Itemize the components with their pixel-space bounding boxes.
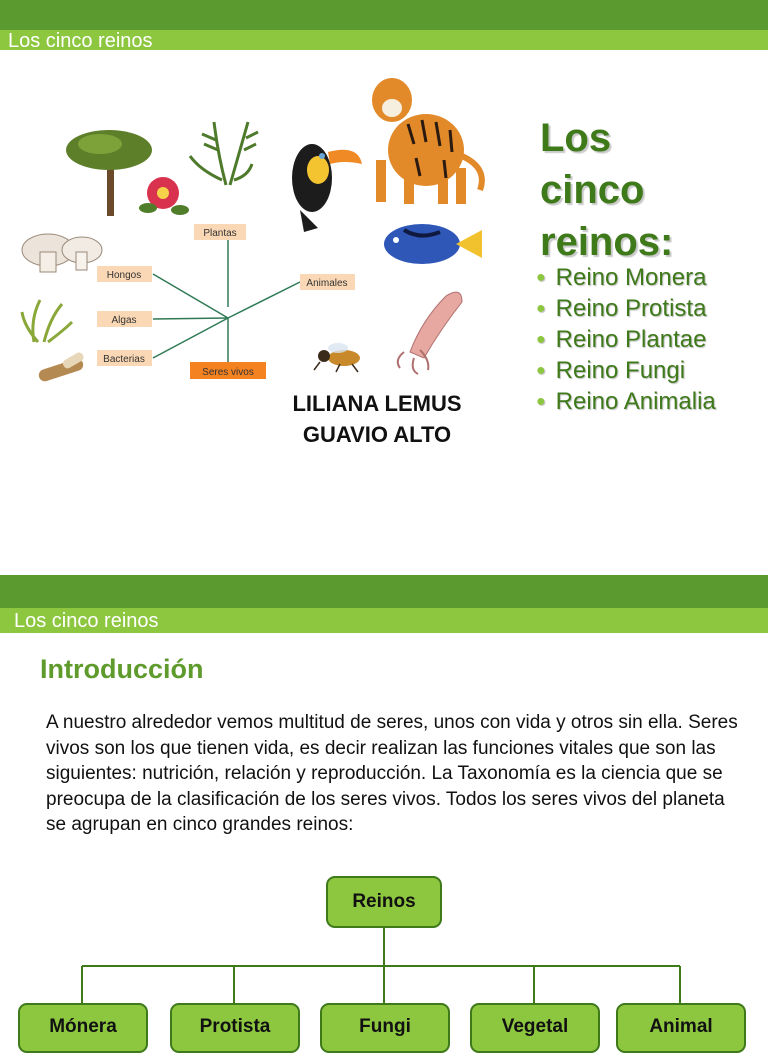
intro-paragraph: A nuestro alrededor vemos multitud de seres, unos con vida y otros sin ella. Seres vivos son los que tienen vida, es decir realizan las funciones vitales que son las siguientes: nutrición, relación y reproducción. La Taxonomía es la ciencia que se preocupa de la clasificación de los seres vivos. Todos los seres vivos del planeta se agrupan en cinco grandes reinos: (46, 712, 738, 836)
tiger-illustration (372, 78, 482, 204)
bullet-item (536, 355, 716, 386)
label-plantas: Plantas (203, 228, 237, 239)
label-algas: Algas (111, 315, 137, 326)
tree-root-node: Reinos (326, 876, 442, 928)
fish-illustration (384, 224, 482, 264)
tree-child-node: Animal (616, 1003, 746, 1053)
bullet-icon: ● (536, 331, 546, 348)
bee-illustration (314, 343, 360, 372)
tree-child-node: Vegetal (470, 1003, 600, 1053)
bullet-item (536, 386, 716, 417)
tree-child-node: Fungi (320, 1003, 450, 1053)
header-bar-dark (0, 575, 768, 608)
slide-header-title: Los cinco reinos (14, 610, 159, 632)
bacteria-illustration (37, 351, 85, 383)
diagram-lines (153, 240, 300, 362)
title-line: cinco (540, 168, 645, 212)
label-animales: Animales (306, 278, 348, 289)
bullet-icon: ● (536, 269, 546, 286)
kingdoms-bullet-list (536, 262, 716, 417)
mushroom-illustration (22, 234, 102, 272)
bullet-icon: ● (536, 300, 546, 317)
bullet-item (536, 262, 716, 293)
title-line: Los (540, 116, 612, 160)
author-school: GUAVIO ALTO (302, 422, 452, 447)
author-name: LILIANA LEMUS (292, 391, 462, 416)
header-bar-light (0, 608, 768, 633)
label-hongos: Hongos (106, 270, 142, 281)
bullet-icon: ● (536, 393, 546, 410)
squid-illustration (398, 292, 462, 374)
title-line: reinos: (540, 220, 674, 264)
header-bar-dark (0, 0, 768, 30)
bullet-text: Reino Animalia (555, 388, 716, 415)
bullet-text: Reino Fungi (555, 357, 686, 384)
slide-header-title: Los cinco reinos (8, 30, 153, 52)
bullet-text: Reino Protista (555, 295, 707, 322)
author-block (262, 388, 492, 450)
label-bacterias: Bacterias (103, 354, 145, 365)
algae-illustration (22, 300, 72, 342)
toucan-illustration (292, 144, 362, 232)
intro-heading: Introducción (40, 654, 204, 684)
header-bar-light (0, 30, 768, 50)
fern-illustration (190, 122, 258, 185)
bullet-item (536, 324, 716, 355)
bullet-text: Reino Monera (555, 264, 707, 291)
tree-child-node: Mónera (18, 1003, 148, 1053)
flower-illustration (139, 177, 189, 215)
tree-illustration (66, 130, 152, 216)
slide-big-title (540, 112, 673, 268)
bullet-icon: ● (536, 362, 546, 379)
kingdoms-diagram (0, 60, 510, 400)
label-seres-vivos: Seres vivos (202, 367, 254, 378)
tree-child-node: Protista (170, 1003, 300, 1053)
bullet-text: Reino Plantae (555, 326, 707, 353)
bullet-item (536, 293, 716, 324)
